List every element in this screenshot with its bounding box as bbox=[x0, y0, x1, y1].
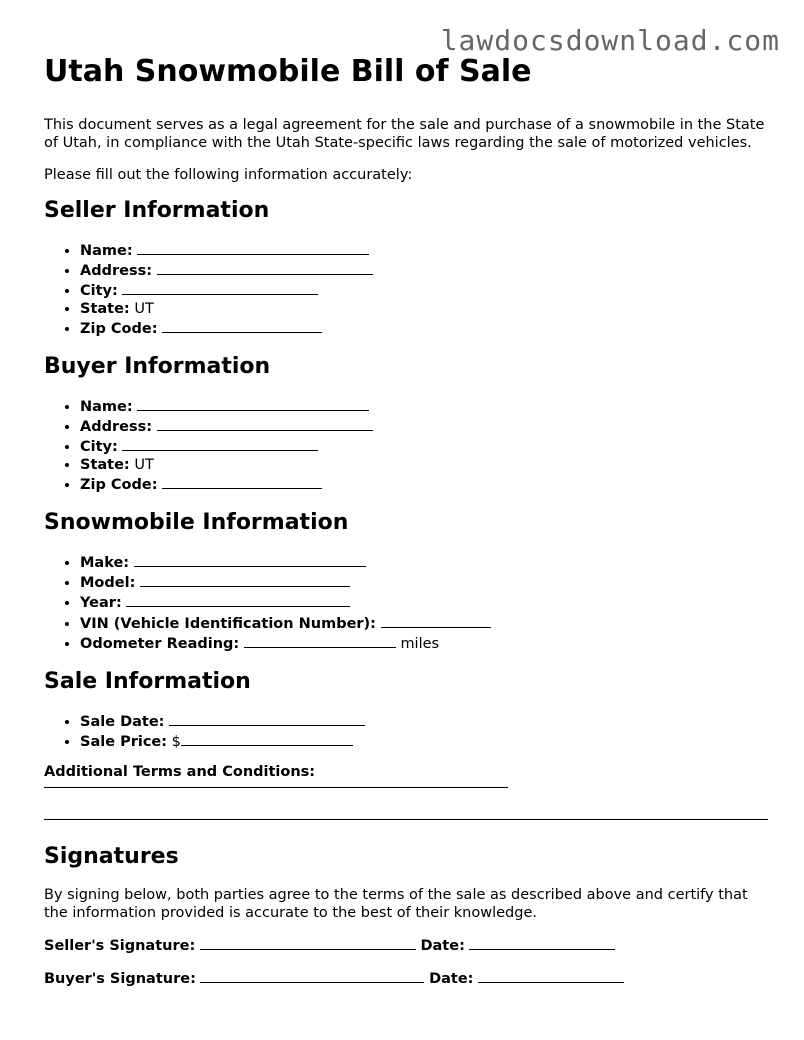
intro-paragraph: This document serves as a legal agreement for the sale and purchase of a snowmobile in the State of Utah, in compliance with the Utah State-specific laws regarding the sale of motorized vehicles. bbox=[44, 117, 765, 151]
vin-item: • VIN (Vehicle Identification Number): bbox=[80, 613, 774, 633]
buyer-state-value: UT bbox=[134, 456, 154, 473]
buyer-zip-item: • Zip Code: bbox=[80, 474, 774, 494]
sale-price-field[interactable] bbox=[181, 731, 353, 746]
buyer-address-field[interactable] bbox=[157, 416, 373, 431]
seller-zip-field[interactable] bbox=[162, 318, 322, 333]
year-field[interactable] bbox=[126, 592, 350, 607]
seller-heading: Seller Information bbox=[44, 198, 270, 223]
watermark: lawdocsdownload.com bbox=[440, 24, 780, 57]
buyer-heading: Buyer Information bbox=[44, 354, 271, 380]
buyer-address-item: • Address: bbox=[80, 416, 774, 436]
terms-label: Additional Terms and Conditions: bbox=[44, 764, 316, 781]
seller-name-field[interactable] bbox=[137, 240, 369, 255]
signatures-text: By signing below, both parties agree to the terms of the sale as described above and certify that the information provided is accurate to the best of their knowledge. bbox=[44, 887, 748, 922]
buyer-date-field[interactable] bbox=[478, 968, 624, 983]
odometer-field[interactable] bbox=[244, 633, 396, 648]
seller-address-field[interactable] bbox=[157, 260, 373, 275]
seller-zip-item: • Zip Code: bbox=[80, 318, 774, 338]
seller-city-item: • City: bbox=[80, 280, 774, 300]
odometer-unit: miles bbox=[400, 635, 440, 652]
buyer-signature-field[interactable] bbox=[200, 968, 424, 983]
sale-date-field[interactable] bbox=[169, 711, 365, 726]
snowmobile-heading: Snowmobile Information bbox=[44, 510, 349, 536]
seller-list bbox=[44, 240, 774, 338]
seller-date-field[interactable] bbox=[469, 935, 615, 950]
snowmobile-list bbox=[44, 552, 774, 653]
odometer-item: • Odometer Reading: miles bbox=[80, 633, 774, 653]
buyer-zip-field[interactable] bbox=[162, 474, 322, 489]
buyer-name-field[interactable] bbox=[137, 396, 369, 411]
vin-field[interactable] bbox=[381, 613, 491, 628]
buyer-list bbox=[44, 396, 774, 494]
sale-date-item: • Sale Date: bbox=[80, 711, 774, 731]
terms-line-1[interactable] bbox=[44, 787, 508, 788]
buyer-state-item: • State: UT bbox=[80, 457, 774, 474]
terms-line-2[interactable] bbox=[44, 819, 768, 820]
make-item: • Make: bbox=[80, 552, 774, 572]
seller-state-value: UT bbox=[134, 300, 154, 317]
sale-list bbox=[44, 711, 774, 751]
seller-city-field[interactable] bbox=[122, 280, 318, 295]
buyer-name-item: • Name: bbox=[80, 396, 774, 416]
year-item: • Year: bbox=[80, 592, 774, 612]
page-title: Utah Snowmobile Bill of Sale bbox=[44, 54, 532, 89]
model-field[interactable] bbox=[140, 572, 350, 587]
signatures-heading: Signatures bbox=[44, 844, 179, 870]
buyer-signature-row: Buyer's Signature: Date: bbox=[44, 968, 774, 988]
make-field[interactable] bbox=[134, 552, 366, 567]
seller-signature-field[interactable] bbox=[200, 935, 416, 950]
currency-symbol: $ bbox=[171, 734, 181, 751]
instruction-text: Please fill out the following information accurately: bbox=[44, 167, 413, 183]
buyer-city-field[interactable] bbox=[122, 436, 318, 451]
model-item: • Model: bbox=[80, 572, 774, 592]
seller-state-item: • State: UT bbox=[80, 301, 774, 318]
seller-address-item: • Address: bbox=[80, 260, 774, 280]
buyer-city-item: • City: bbox=[80, 436, 774, 456]
sale-price-item: • Sale Price: $ bbox=[80, 731, 774, 751]
seller-name-item: • Name: bbox=[80, 240, 774, 260]
document-page bbox=[44, 52, 774, 988]
sale-heading: Sale Information bbox=[44, 669, 251, 695]
seller-signature-row: Seller's Signature: Date: bbox=[44, 935, 774, 955]
